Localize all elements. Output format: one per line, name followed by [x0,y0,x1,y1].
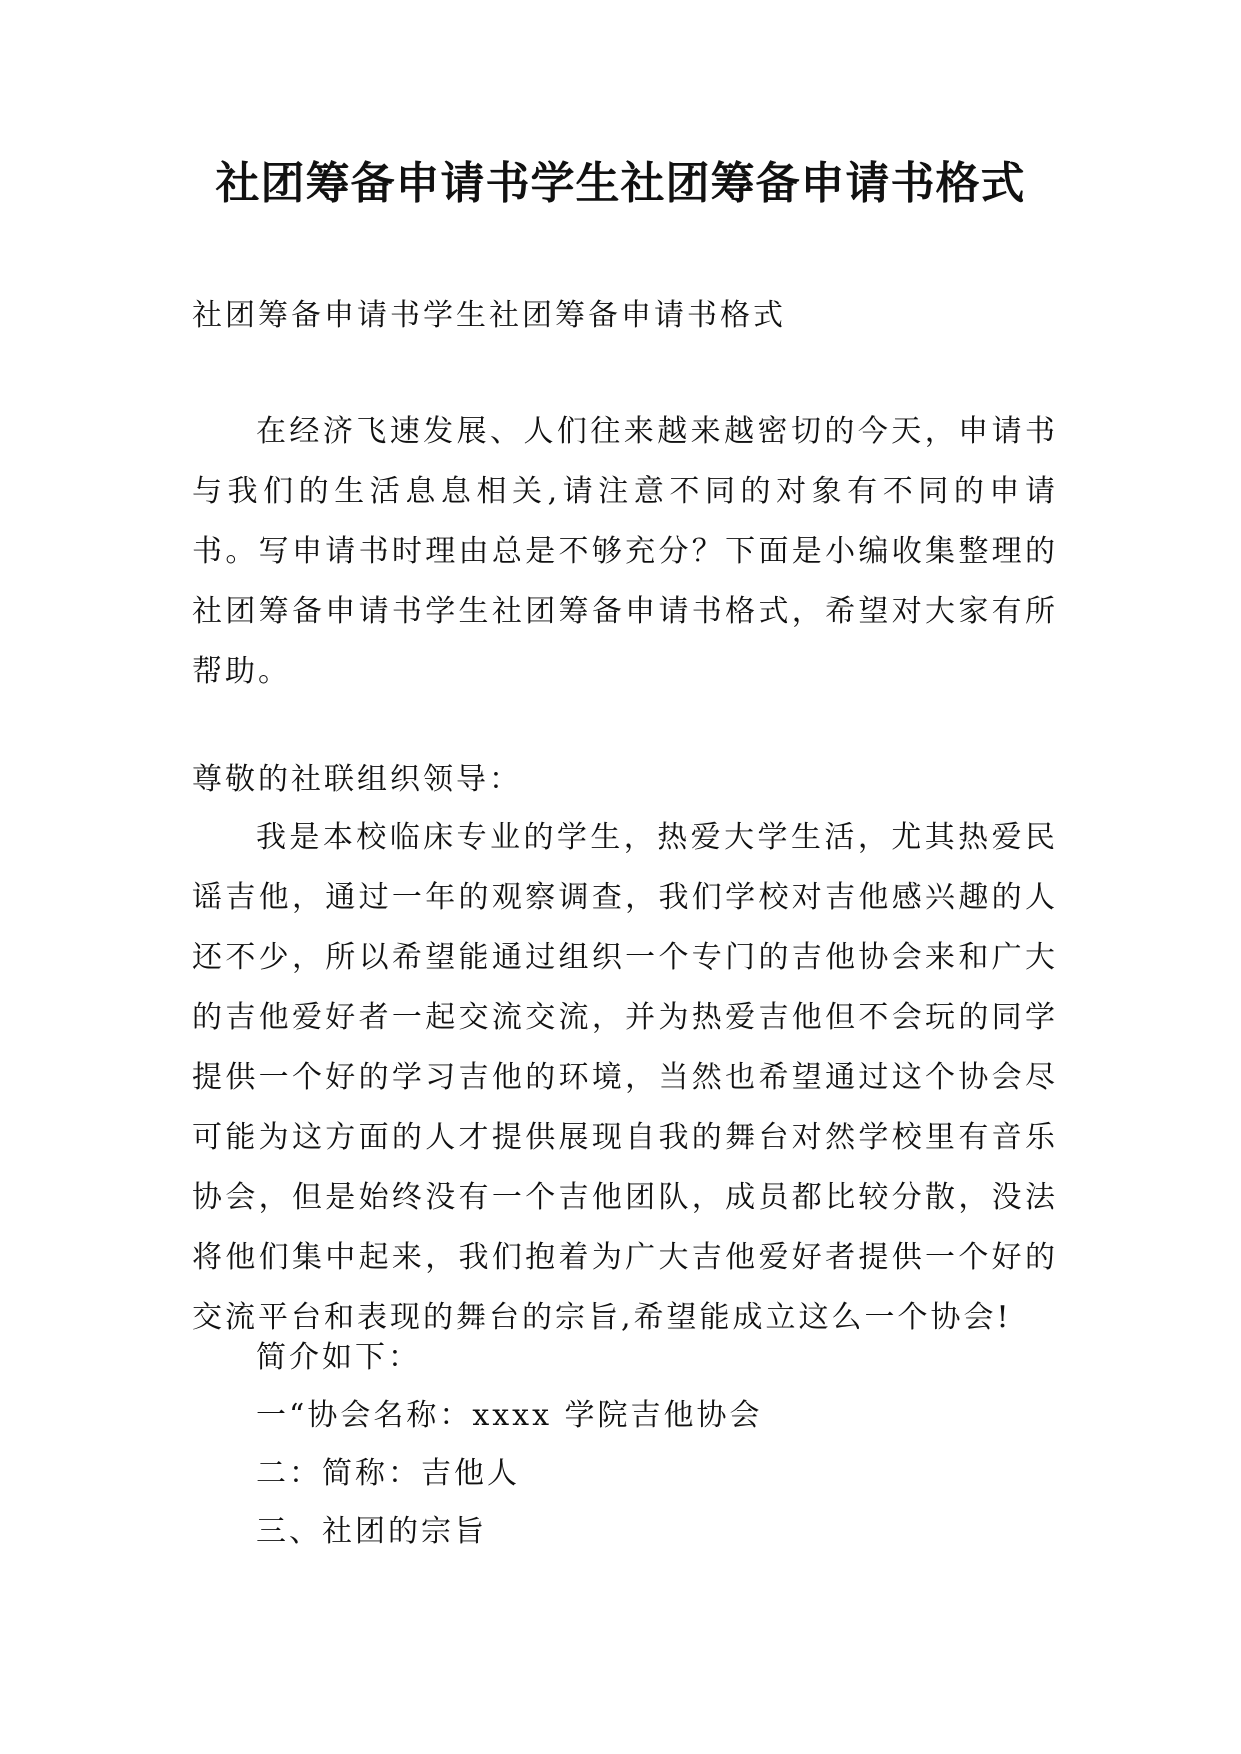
document-title: 社团筹备申请书学生社团筹备申请书格式 [215,158,1026,209]
body-paragraph: 我是本校临床专业的学生，热爱大学生活，尤其热爱民谣吉他，通过一年的观察调查，我们学校对吉他感兴趣的人还不少，所以希望能通过组织一个专门的吉他协会来和广大的吉他爱好者一起交流交流，并为热爱吉他但不会玩的同学提供一个好的学习吉他的环境，当然也希望通过这个协会尽可能为这方面的人才提供展现自我的舞台对然学校里有音乐协会，但是始终没有一个吉他团队，成员都比较分散，没法将他们集中起来，我们抱着为广大吉他爱好者提供一个好的交流平台和表现的舞台的宗旨,希望能成立这么一个协会! [192,820,1058,1335]
list-item: 二：简称：吉他人 [256,1456,520,1491]
list-item: 三、社团的宗旨 [256,1514,487,1549]
document-subtitle: 社团筹备申请书学生社团筹备申请书格式 [192,298,786,333]
intro-paragraph: 在经济飞速发展、人们往来越来越密切的今天，申请书与我们的生活息息相关,请注意不同的对象有不同的申请书。写申请书时理由总是不够充分？下面是小编收集整理的社团筹备申请书学生社团筹备申请书格式，希望对大家有所帮助。 [192,414,1058,689]
salutation: 尊敬的社联组织领导： [192,762,522,797]
list-item: 一“协会名称：xxxx 学院吉他协会 [256,1398,763,1433]
list-item: 简介如下： [256,1340,421,1375]
